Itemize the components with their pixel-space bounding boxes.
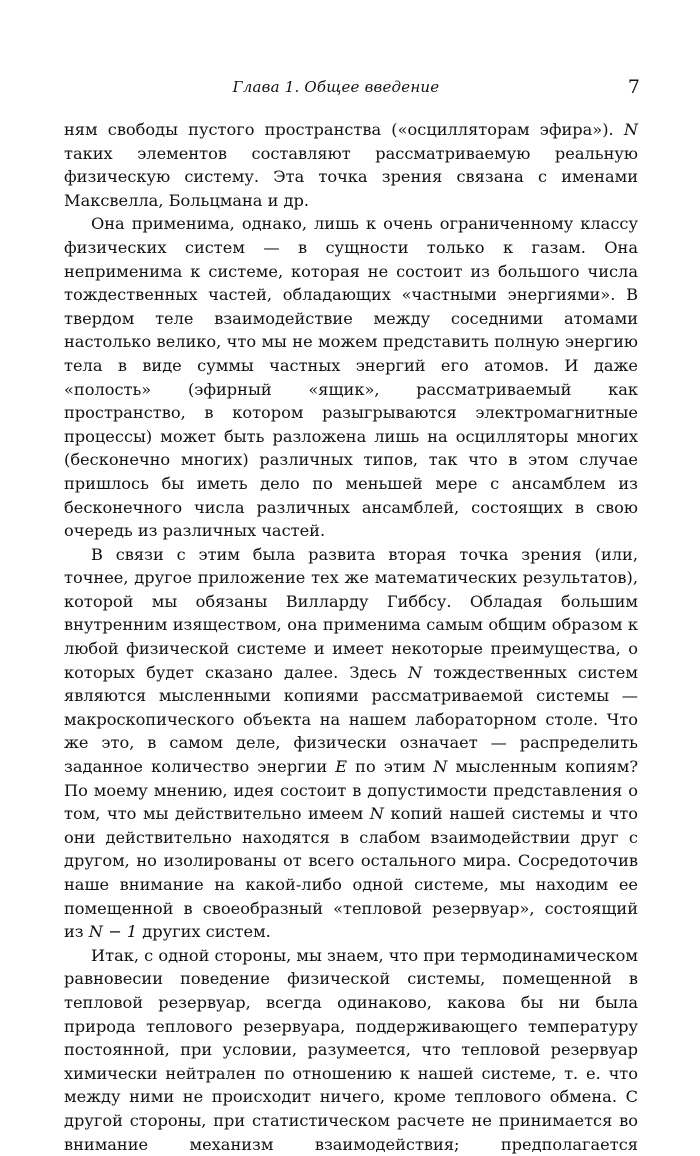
- paragraph: Она применима, однако, лишь к очень ограниченному классу физических систем — в сущности только к газам. Она неприменима к системе, которая не состоит из большого числа тождественных частей, обладающих «частными энергиями». В твердом теле взаимодействие между соседними атомами настолько велико, что мы не можем представить полную энергию тела в виде суммы частных энергий его атомов. И даже «полость» (эфирный «ящик», рассматриваемый как пространство, в котором разыгрываются электромагнитные процессы) может быть разложена лишь на осцилляторы многих (бесконечно многих) различных типов, так что в этом случае пришлось бы иметь дело по меньшей мере с ансамблем из бесконечного числа различных ансамблей, состоящих в свою очередь из различных частей.: [64, 214, 638, 541]
- text-run: копий нашей системы и что они действительно находятся в слабом взаимодействии друг с другом, но изолированы от всего остального мира. Сосредоточив наше внимание на какой-либо одной системе, мы находим ее помещенной в своеобразный «тепловой резервуар», состоящий из: [64, 804, 638, 942]
- math-symbol-n: N: [408, 662, 423, 682]
- math-symbol-n: N: [623, 120, 638, 139]
- paragraph: [64, 543, 638, 944]
- text-run: других систем.: [137, 922, 271, 942]
- math-symbol-n: N: [369, 804, 384, 824]
- text-run: таких элементов составляют рассматриваемую реальную физическую систему. Эта точка зрения связана с именами Максвелла, Больцмана и др.: [64, 143, 638, 210]
- math-expression-n-minus-1: N − 1: [88, 922, 138, 942]
- text-body: [64, 118, 638, 1156]
- text-run: ням свободы пустого пространства («осцилляторам эфира»).: [64, 120, 624, 139]
- text-run: В связи с этим была развита вторая точка зрения (или, точнее, другое приложение тех же математических результатов), которой мы обязаны Вилларду Гиббсу. Обладая большим внутренним изяществом, она применима самым общим образом к любой физической системе и имеет некоторые преимущества, о которых будет сказано далее. Здесь: [64, 544, 638, 682]
- running-head: [72, 78, 640, 102]
- paragraph: Итак, с одной стороны, мы знаем, что при термодинамическом равновесии поведение физической системы, помещенной в тепловой резервуар, всегда одинаково, какова бы ни была природа теплового резервуара, поддерживающего температуру постоянной, при условии, разумеется, что тепловой резервуар химически нейтрален по отношению к нашей системе, т. е. что между ними не происходит ничего, кроме теплового обмена. С другой стороны, при статистическом расчете не принимается во внимание механизм взаимодействия; предполагается: [64, 945, 638, 1154]
- text-run: мысленным копиям? По моему мнению, идея состоит в допустимости представления о том, что мы действительно имеем: [64, 757, 638, 824]
- math-symbol-n: N: [433, 757, 448, 777]
- chapter-running-title: Глава 1. Общее введение: [232, 78, 440, 96]
- text-run: тождественных систем являются мысленными копиями рассматриваемой системы — макроскопического объекта на нашем лабораторном столе. Что же это, в самом деле, физически означает — распределить заданное количество энергии: [64, 662, 638, 777]
- math-symbol-e: E: [335, 757, 348, 777]
- paragraph-continued: [64, 118, 638, 212]
- page-number: 7: [627, 76, 640, 98]
- text-run: по этим: [347, 757, 434, 777]
